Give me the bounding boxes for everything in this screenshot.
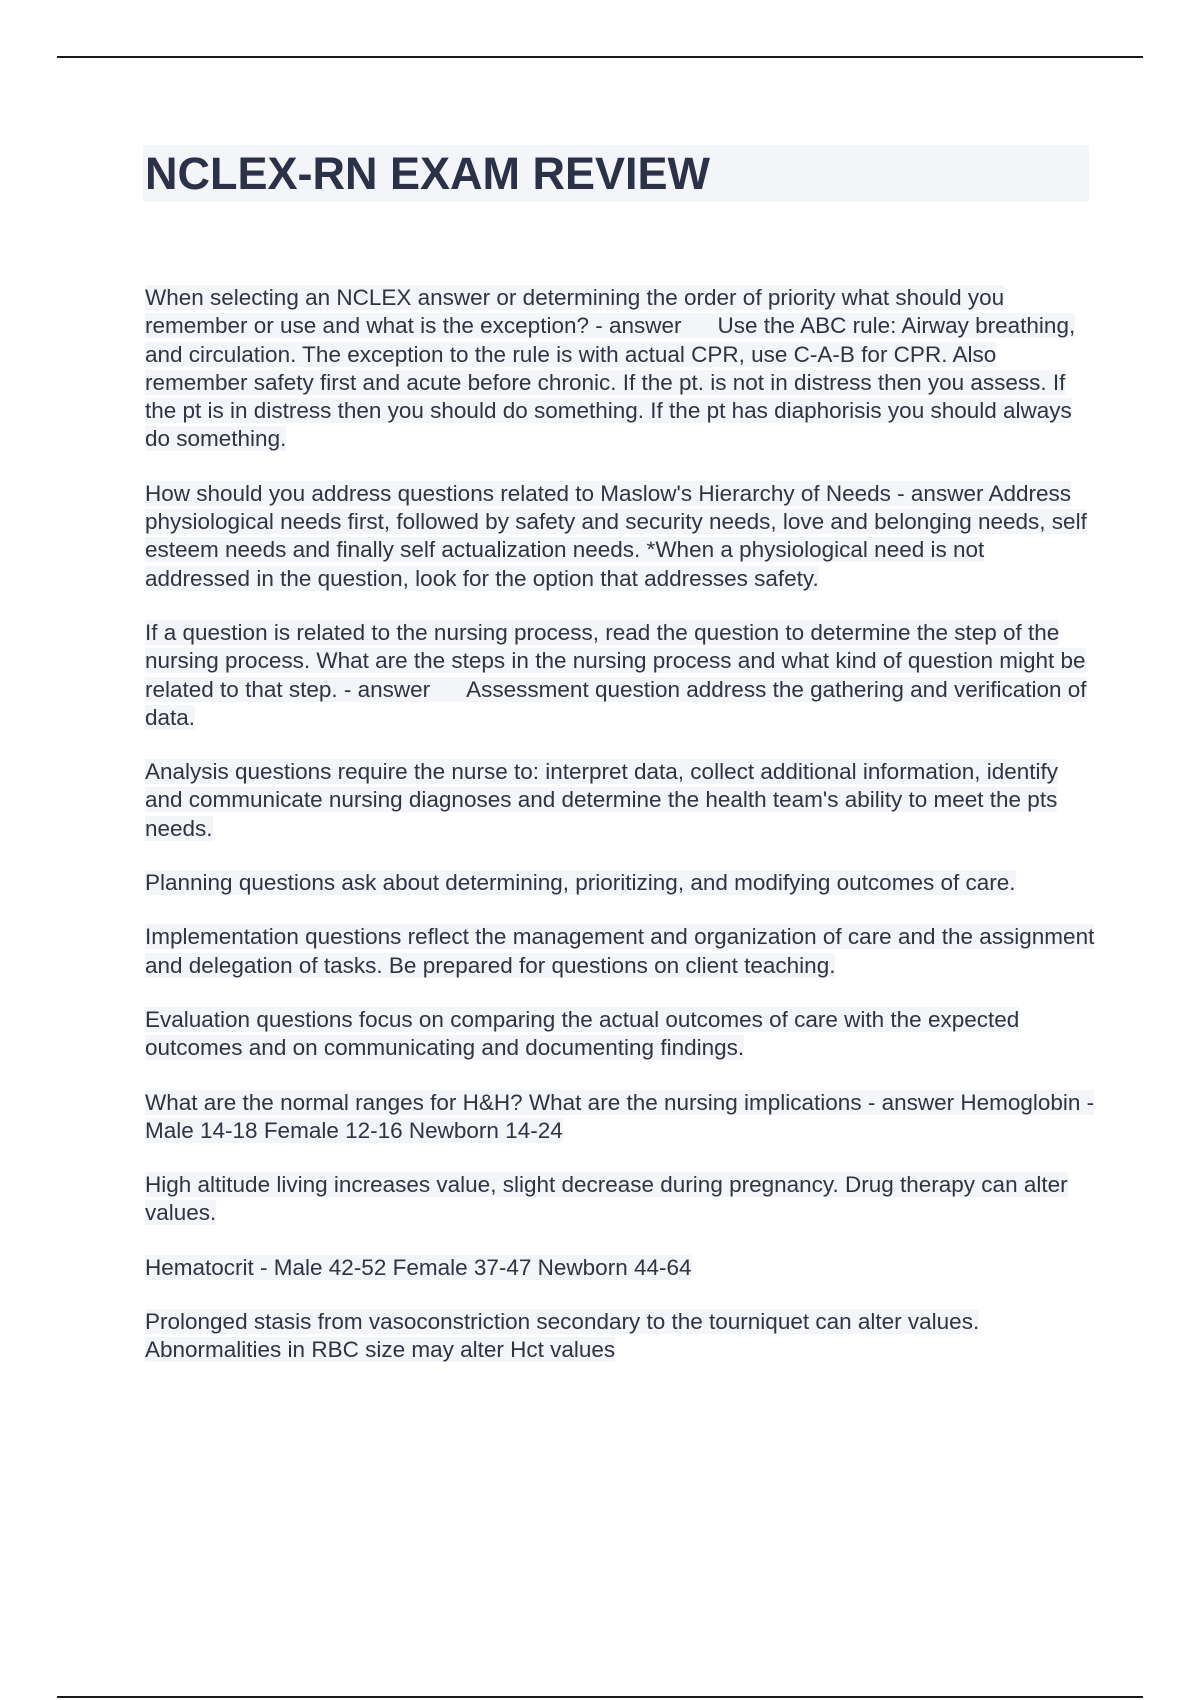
paragraph-analysis — [145, 758, 1095, 843]
paragraph-text: High altitude living increases value, slight decrease during pregnancy. Drug therapy can alter values. — [145, 1172, 1068, 1226]
paragraph-hematocrit — [145, 1254, 1095, 1282]
paragraph-text: Planning questions ask about determining, prioritizing, and modifying outcomes of care. — [145, 870, 1016, 896]
paragraph-evaluation — [145, 1006, 1095, 1063]
paragraph-planning — [145, 869, 1095, 897]
paragraph-nursing-process — [145, 619, 1095, 732]
paragraph-altitude — [145, 1171, 1095, 1228]
paragraph-text: Hematocrit - Male 42-52 Female 37-47 Newborn 44-64 — [145, 1254, 692, 1280]
paragraph-text: Implementation questions reflect the management and organization of care and the assignment and delegation of tasks. Be prepared for questions on client teaching. — [145, 924, 1095, 978]
question-text: If a question is related to the nursing process, read the question to determine the step of the nursing process. What are the steps in the nursing process and what kind of question might be related to that step. - answer — [145, 619, 1086, 702]
paragraph-text: Prolonged stasis from vasoconstriction secondary to the tourniquet can alter values. Abnormalities in RBC size may alter Hct values — [145, 1309, 980, 1363]
paragraph-text: Evaluation questions focus on comparing the actual outcomes of care with the expected outcomes and on communicating and documenting findings. — [145, 1006, 1020, 1061]
paragraph-maslow — [145, 480, 1095, 593]
bottom-rule — [57, 1696, 1143, 1698]
paragraph-hemoglobin — [145, 1089, 1095, 1146]
paragraph-abc-rule — [145, 284, 1095, 454]
answer-text: Assessment question address the gathering and verification of data. — [145, 676, 1087, 730]
paragraph-text: Analysis questions require the nurse to: interpret data, collect additional information, identify and communicate nursing diagnoses and determine the health team's ability to meet the pts needs. — [145, 759, 1059, 841]
answer-text: Use the ABC rule: Airway breathing, and circulation. The exception to the rule is with actual CPR, use C-A-B for CPR. Also remember safety first and acute before chronic. If the pt. is not in distress then you assess. If the pt is in distress then you should do something. If the pt has diaphorisis you should always do something. — [145, 313, 1076, 452]
question-text: When selecting an NCLEX answer or determining the order of priority what should you remember or use and what is the exception? - answer — [145, 285, 1005, 339]
paragraph-text: How should you address questions related to Maslow's Hierarchy of Needs - answer Address physiological needs first, followed by safety and security needs, love and belonging needs, self esteem needs and finally self actualization needs. *When a physiological need is not addressed in the question, look for the option that addresses safety. — [145, 480, 1087, 591]
paragraph-implementation — [145, 923, 1095, 980]
top-rule — [57, 56, 1143, 58]
paragraph-stasis — [145, 1308, 1095, 1365]
document-body — [145, 284, 1095, 1391]
paragraph-text: What are the normal ranges for H&H? What are the nursing implications - answer Hemoglobin - Male 14-18 Female 12-16 Newborn 14-24 — [145, 1089, 1095, 1143]
page-title: NCLEX-RN EXAM REVIEW — [145, 148, 711, 199]
